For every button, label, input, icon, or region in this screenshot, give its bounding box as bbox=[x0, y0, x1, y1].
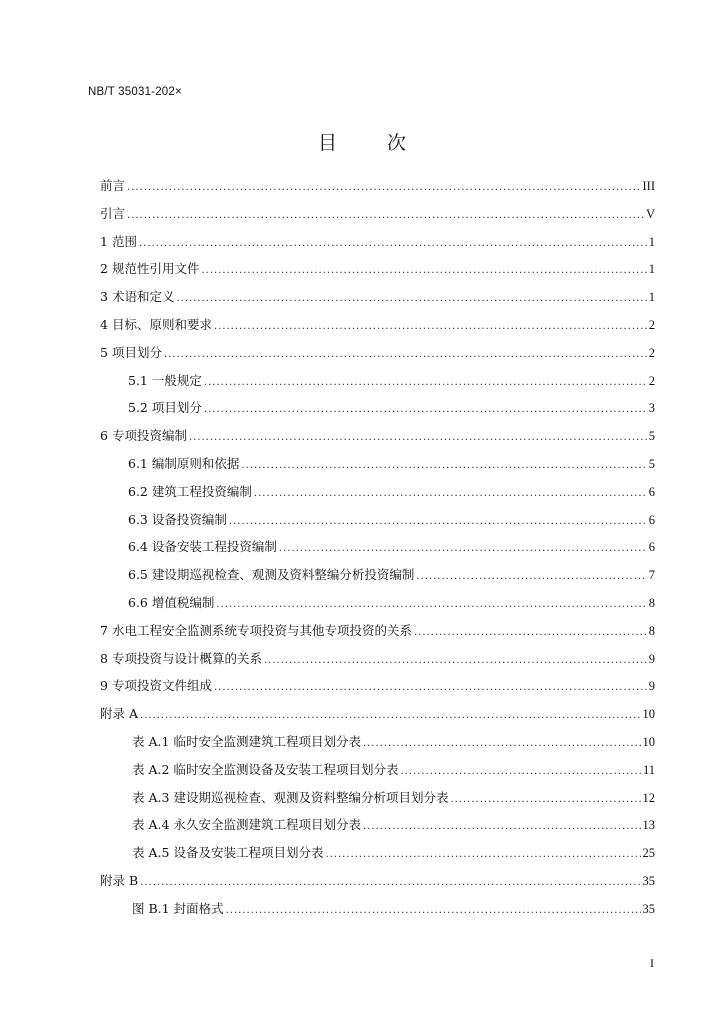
toc-entry-page: 5 bbox=[648, 456, 655, 471]
toc-entry-page: III bbox=[642, 179, 655, 193]
toc-entry-number: 6.1 bbox=[128, 455, 148, 471]
toc-entry-page: 5 bbox=[648, 429, 655, 444]
toc-entry-page: 2 bbox=[648, 345, 655, 360]
toc-entry-label bbox=[132, 843, 323, 861]
toc-entry[interactable] bbox=[100, 287, 655, 315]
toc-leader-dots bbox=[450, 794, 640, 805]
toc-entry[interactable] bbox=[100, 537, 655, 565]
toc-entry[interactable] bbox=[100, 593, 655, 621]
toc-entry[interactable] bbox=[100, 871, 655, 899]
toc-entry-number: 3 bbox=[100, 289, 108, 305]
toc-leader-dots bbox=[325, 849, 640, 860]
toc-entry-page: 6 bbox=[648, 512, 655, 527]
toc-leader-dots bbox=[204, 377, 647, 388]
toc-entry-text: 临时安全监测建筑工程项目划分表 bbox=[173, 733, 361, 749]
toc-entry-label bbox=[100, 426, 187, 444]
toc-entry[interactable] bbox=[100, 482, 655, 510]
toc-entry-text: 前言 bbox=[100, 178, 126, 193]
toc-entry-text: 专项投资与设计概算的关系 bbox=[111, 650, 262, 666]
toc-entry[interactable] bbox=[100, 732, 655, 760]
toc-entry-number: 1 bbox=[100, 233, 108, 249]
toc-entry-number: 6.4 bbox=[128, 539, 148, 555]
toc-leader-dots bbox=[201, 265, 646, 276]
toc-leader-dots bbox=[400, 766, 641, 777]
toc-entry-text: 专项投资编制 bbox=[111, 428, 187, 444]
toc-entry[interactable] bbox=[100, 454, 655, 482]
toc-leader-dots bbox=[140, 877, 640, 888]
toc-entry[interactable] bbox=[100, 565, 655, 593]
toc-entry-text: 建设期巡视检查、观测及资料整编分析投资编制 bbox=[151, 567, 415, 583]
toc-entry[interactable] bbox=[100, 371, 655, 399]
toc-leader-dots bbox=[414, 627, 647, 638]
toc-entry-page: 9 bbox=[648, 679, 655, 694]
toc-entry-page: 25 bbox=[642, 846, 655, 861]
toc-leader-dots bbox=[254, 488, 647, 499]
toc-entry-text: 项目划分 bbox=[151, 400, 202, 416]
standard-code: NB/T 35031-202× bbox=[88, 86, 182, 98]
toc-entry[interactable] bbox=[100, 176, 655, 204]
toc-entry-page: 35 bbox=[642, 901, 655, 916]
toc-leader-dots bbox=[164, 349, 647, 360]
toc-entry-label bbox=[100, 287, 174, 305]
toc-entry[interactable] bbox=[100, 704, 655, 732]
toc-entry-text: 编制原则和依据 bbox=[151, 455, 240, 471]
toc-entry-number: 表 A.1 bbox=[132, 733, 170, 749]
toc-entry[interactable] bbox=[100, 510, 655, 538]
toc-entry-label bbox=[132, 899, 224, 917]
toc-entry[interactable] bbox=[100, 426, 655, 454]
toc-entry-text: 设备安装工程投资编制 bbox=[151, 539, 277, 555]
toc-leader-dots bbox=[416, 571, 646, 582]
toc-entry-number: 6 bbox=[100, 428, 108, 444]
toc-entry-label bbox=[100, 315, 212, 333]
toc-entry-text: 一般规定 bbox=[151, 372, 202, 388]
toc-entry-label bbox=[132, 732, 361, 750]
toc-entry[interactable] bbox=[100, 676, 655, 704]
toc-entry-page: 3 bbox=[648, 401, 655, 416]
toc-leader-dots bbox=[176, 293, 646, 304]
toc-entry-page: V bbox=[645, 206, 655, 221]
toc-entry-page: 1 bbox=[648, 234, 655, 249]
toc-entry-label bbox=[132, 760, 398, 778]
toc-leader-dots bbox=[139, 238, 647, 249]
toc-entry-text: 水电工程安全监测系统专项投资与其他专项投资的关系 bbox=[111, 622, 412, 638]
toc-entry-number: 5.2 bbox=[128, 400, 148, 416]
toc-leader-dots bbox=[189, 432, 647, 443]
toc-entry-label bbox=[100, 232, 137, 250]
toc-leader-dots bbox=[226, 905, 641, 916]
toc-entry-text: 范围 bbox=[111, 233, 137, 249]
toc-entry-text: 临时安全监测设备及安装工程项目划分表 bbox=[173, 761, 399, 777]
toc-entry-text: 附录 B bbox=[100, 872, 139, 888]
toc-entry-number: 6.5 bbox=[128, 567, 148, 583]
toc-entry-label bbox=[100, 704, 138, 722]
toc-leader-dots bbox=[264, 655, 647, 666]
toc-leader-dots bbox=[127, 182, 640, 193]
toc-entry-number: 9 bbox=[100, 678, 108, 694]
toc-entry-page: 6 bbox=[648, 540, 655, 555]
toc-entry-label bbox=[128, 398, 202, 416]
toc-entry-page: 35 bbox=[642, 873, 655, 888]
toc-leader-dots bbox=[214, 682, 647, 693]
toc-entry-text: 设备投资编制 bbox=[151, 511, 227, 527]
toc-leader-dots bbox=[241, 460, 646, 471]
toc-entry-number: 表 A.3 bbox=[132, 789, 170, 805]
toc-entry[interactable] bbox=[100, 621, 655, 649]
toc-entry-page: 6 bbox=[648, 484, 655, 499]
toc-entry-label bbox=[100, 676, 212, 694]
toc-entry-number: 6.3 bbox=[128, 511, 148, 527]
toc-entry[interactable] bbox=[100, 315, 655, 343]
toc-entry[interactable] bbox=[100, 398, 655, 426]
toc-entry[interactable] bbox=[100, 232, 655, 260]
toc-entry[interactable] bbox=[100, 899, 655, 927]
toc-entry-text: 建筑工程投资编制 bbox=[151, 483, 252, 499]
toc-entry-number: 表 A.5 bbox=[132, 845, 170, 861]
toc-entry-number: 4 bbox=[100, 316, 108, 332]
toc-entry[interactable] bbox=[100, 204, 655, 232]
toc-entry-page: 12 bbox=[642, 790, 655, 805]
toc-entry-text: 永久安全监测建筑工程项目划分表 bbox=[173, 817, 361, 833]
toc-entry-page: 8 bbox=[648, 623, 655, 638]
toc-entry[interactable] bbox=[100, 815, 655, 843]
toc-entry-label bbox=[128, 454, 239, 472]
toc-entry-number: 6.2 bbox=[128, 483, 148, 499]
toc-entry-page: 10 bbox=[642, 707, 655, 722]
toc-entry-label bbox=[128, 593, 214, 611]
toc-entry-text: 建设期巡视检查、观测及资料整编分析项目划分表 bbox=[173, 789, 449, 805]
toc-entry-number: 表 A.4 bbox=[132, 817, 170, 833]
toc-entry-text: 术语和定义 bbox=[111, 289, 175, 305]
toc-leader-dots bbox=[363, 821, 641, 832]
toc-leader-dots bbox=[216, 599, 646, 610]
toc-leader-dots bbox=[140, 710, 640, 721]
toc-entry[interactable] bbox=[100, 343, 655, 371]
toc-entry-text: 项目划分 bbox=[111, 344, 162, 360]
toc-title: 目 次 bbox=[317, 132, 429, 154]
toc-leader-dots bbox=[363, 738, 641, 749]
toc-entry-page: 2 bbox=[648, 317, 655, 332]
toc-entry-number: 5 bbox=[100, 344, 108, 360]
toc-leader-dots bbox=[229, 516, 647, 527]
toc-entry[interactable] bbox=[100, 843, 655, 871]
toc-entry-label bbox=[128, 537, 277, 555]
toc-entry-number: 8 bbox=[100, 650, 108, 666]
toc-entry-label bbox=[100, 176, 125, 194]
toc-entry-page: 11 bbox=[642, 762, 655, 777]
toc-leader-dots bbox=[279, 543, 647, 554]
toc-entry-label bbox=[128, 371, 202, 389]
toc-entry-page: 9 bbox=[648, 651, 655, 666]
toc-entry-page: 13 bbox=[642, 818, 655, 833]
toc-entry[interactable] bbox=[100, 760, 655, 788]
toc-entry-text: 目标、原则和要求 bbox=[111, 316, 212, 332]
toc-entry-label bbox=[100, 259, 199, 277]
toc-entry-label bbox=[100, 343, 162, 361]
toc-entry-label bbox=[128, 482, 252, 500]
toc-leader-dots bbox=[214, 321, 647, 332]
toc-entry-label bbox=[100, 649, 262, 667]
toc-entry-number: 表 A.2 bbox=[132, 761, 170, 777]
toc-entry-label bbox=[132, 815, 361, 833]
toc-entry-page: 10 bbox=[642, 734, 655, 749]
toc-entry-number: 7 bbox=[100, 622, 108, 638]
toc-entry-label bbox=[100, 204, 125, 222]
toc-entry-page: 8 bbox=[648, 595, 655, 610]
toc-entry-number: 2 bbox=[100, 261, 108, 277]
toc-entry-text: 专项投资文件组成 bbox=[111, 678, 212, 694]
toc-entry[interactable] bbox=[100, 788, 655, 816]
toc-entry-text: 引言 bbox=[100, 205, 126, 221]
toc-entry-text: 附录 A bbox=[100, 706, 139, 722]
toc-entry-label bbox=[128, 510, 227, 528]
toc-entry-page: 1 bbox=[648, 290, 655, 305]
toc-entry-label bbox=[100, 621, 412, 639]
toc-leader-dots bbox=[204, 404, 647, 415]
toc-entry-number: 图 B.1 bbox=[132, 900, 170, 916]
toc-entry-text: 增值税编制 bbox=[151, 594, 215, 610]
toc-entry-text: 规范性引用文件 bbox=[111, 261, 200, 277]
toc-entry-text: 设备及安装工程项目划分表 bbox=[173, 845, 324, 861]
toc-entry-number: 5.1 bbox=[128, 372, 148, 388]
toc-entry-label bbox=[100, 871, 138, 889]
toc-entry-page: 2 bbox=[648, 373, 655, 388]
toc-entry-number: 6.6 bbox=[128, 594, 148, 610]
toc-entry-label bbox=[132, 788, 448, 806]
toc-entry[interactable] bbox=[100, 649, 655, 677]
toc-entry-text: 封面格式 bbox=[173, 900, 224, 916]
page-number: I bbox=[650, 956, 654, 970]
toc-leader-dots bbox=[127, 210, 644, 221]
table-of-contents bbox=[100, 176, 655, 927]
toc-entry[interactable] bbox=[100, 259, 655, 287]
toc-entry-label bbox=[128, 565, 414, 583]
toc-entry-page: 1 bbox=[648, 262, 655, 277]
toc-entry-page: 7 bbox=[648, 568, 655, 583]
